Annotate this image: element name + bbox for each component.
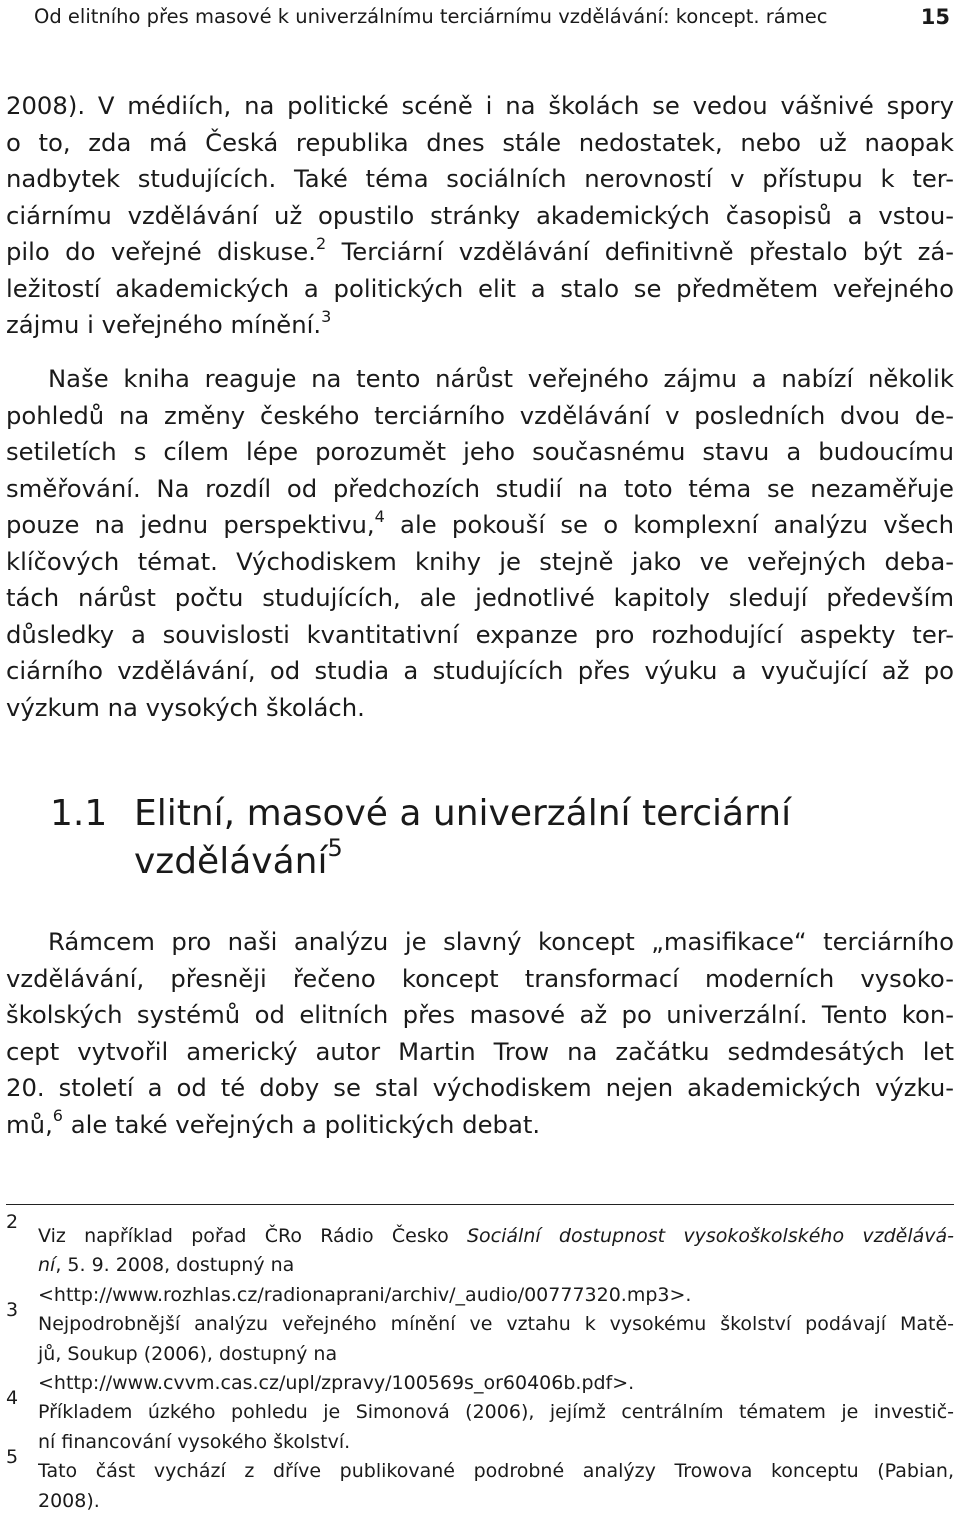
section-number: 1.1 — [50, 793, 108, 834]
paragraph-intro — [6, 88, 954, 344]
footnote-line — [38, 1222, 954, 1251]
running-title: Od elitního přes masové k univerzálnímu terciárnímu vzdělávání: koncept. rámec — [34, 5, 828, 28]
text-line: setiletích s cílem lépe porozumět jeho současnému stavu a budoucímu — [6, 437, 954, 466]
text-line: 2008). V médiích, na politické scéně i na školách se vedou vášnivé spory — [6, 91, 954, 120]
paragraph-book-overview — [6, 361, 954, 726]
footnotes — [6, 1211, 954, 1516]
page-number: 15 — [920, 5, 950, 29]
text-line: ležitostí akademických a politických elit a stalo se předmětem veřejného — [6, 273, 954, 303]
text-line: školských systémů od elitních přes masové až po univerzální. Tento kon- — [6, 1000, 954, 1029]
text-fragment: ale také veřejných a politických debat. — [62, 1109, 541, 1139]
text-fragment: vzdělávání — [134, 841, 328, 882]
footnote-line: ní financování vysokého školství. — [38, 1430, 351, 1453]
footnote-3 — [6, 1299, 954, 1398]
footnote-line: 2008). — [38, 1489, 100, 1512]
text-line: klíčových témat. Východiskem knihy je stejně jako ve veřejných deba- — [6, 546, 954, 576]
footnote-ref-2[interactable]: 2 — [315, 234, 327, 253]
text-line — [6, 234, 954, 271]
text-line — [6, 507, 954, 544]
running-header — [34, 4, 950, 30]
text-fragment: Terciární vzdělávání definitivně přestalo být zá- — [326, 237, 954, 266]
text-line: o to, zda má Česká republika dnes stále nedostatek, nebo už naopak — [6, 127, 954, 157]
text-line: tách nárůst počtu studujících, ale jednotlivé kapitoly sledují především — [6, 583, 954, 612]
text-line: směřování. Na rozdíl od předchozích studií na toto téma se nezaměřuje — [6, 473, 954, 503]
footnote-ref-3[interactable]: 3 — [321, 306, 332, 326]
footnote-number: 4 — [6, 1387, 19, 1410]
footnote-divider — [6, 1204, 954, 1205]
footnote-line: Nejpodrobnější analýzu veřejného mínění ve vztahu k vysokému školství podávají Matě- — [38, 1313, 954, 1336]
text-line: cept vytvořil americký autor Martin Trow na začátku sedmdesátých let — [6, 1036, 954, 1066]
text-line: vzdělávání, přesněji řečeno koncept transformací moderních vysoko- — [6, 963, 954, 993]
text-line: důsledky a souvislosti kvantitativní expanze pro rozhodující aspekty ter- — [6, 619, 954, 649]
text-line: Rámcem pro naši analýzu je slavný koncept „masifikace“ terciárního — [48, 927, 954, 956]
footnote-line — [38, 1251, 954, 1280]
text-fragment: zájmu i veřejného mínění. — [6, 310, 322, 339]
footnote-5 — [6, 1446, 954, 1516]
program-title: ní — [38, 1254, 56, 1277]
program-title: Sociální dostupnost vysokoškolského vzdělává- — [467, 1225, 954, 1247]
paragraph-framework — [6, 924, 954, 1143]
text-fragment: mů, — [6, 1109, 53, 1139]
text-line: nadbytek studujících. Také téma sociálních nerovností v přístupu k ter- — [6, 164, 954, 193]
text-line — [6, 1107, 954, 1144]
footnote-number: 5 — [6, 1446, 19, 1469]
text-line: 20. století a od té doby se stal východiskem nejen akademických výzku- — [6, 1073, 954, 1102]
section-title — [134, 790, 934, 886]
section-title-line: Elitní, masové a univerzální terciární — [134, 793, 792, 834]
text-line — [6, 307, 954, 344]
text-line: pohledů na změny českého terciárního vzdělávání v posledních dvou de- — [6, 400, 954, 430]
footnote-line: jů, Soukup (2006), dostupný na — [38, 1342, 338, 1365]
text-fragment: , 5. 9. 2008, dostupný na — [55, 1254, 295, 1277]
text-line: ciárního vzdělávání, od studia a studujících přes výuku a vyučující až po — [6, 656, 954, 685]
footnote-link[interactable]: <http://www.cvvm.cas.cz/upl/zpravy/100569s_or60406b.pdf>. — [38, 1372, 635, 1394]
footnote-2 — [6, 1211, 954, 1310]
text-line: ciárnímu vzdělávání už opustilo stránky akademických časopisů a vstou- — [6, 200, 954, 230]
footnote-line: Příkladem úzkého pohledu je Simonová (2006), jejímž centrálním tématem je investič- — [38, 1401, 954, 1424]
footnote-number: 2 — [6, 1211, 19, 1233]
footnote-ref-4[interactable]: 4 — [374, 507, 385, 526]
text-line: Naše kniha reaguje na tento nárůst veřejného zájmu a nabízí několik — [48, 364, 954, 393]
footnote-number: 3 — [6, 1299, 19, 1322]
footnote-4 — [6, 1387, 954, 1457]
text-fragment: ale pokouší se o komplexní analýzu všech — [384, 510, 954, 539]
text-fragment: Viz například pořad ČRo Rádio Česko — [38, 1225, 467, 1247]
section-title-line — [134, 834, 934, 886]
footnote-line: Tato část vychází z dříve publikované podrobné analýzy Trowova konceptu (Pabian, — [38, 1460, 954, 1483]
text-fragment: pilo do veřejné diskuse. — [6, 237, 316, 266]
footnote-ref-5[interactable]: 5 — [327, 834, 343, 862]
text-fragment: pouze na jednu perspektivu, — [6, 510, 375, 539]
text-line: výzkum na vysokých školách. — [6, 692, 365, 722]
footnote-link[interactable]: <http://www.rozhlas.cz/radionaprani/archiv/_audio/00777320.mp3>. — [38, 1283, 692, 1306]
footnote-ref-6[interactable]: 6 — [52, 1106, 63, 1126]
